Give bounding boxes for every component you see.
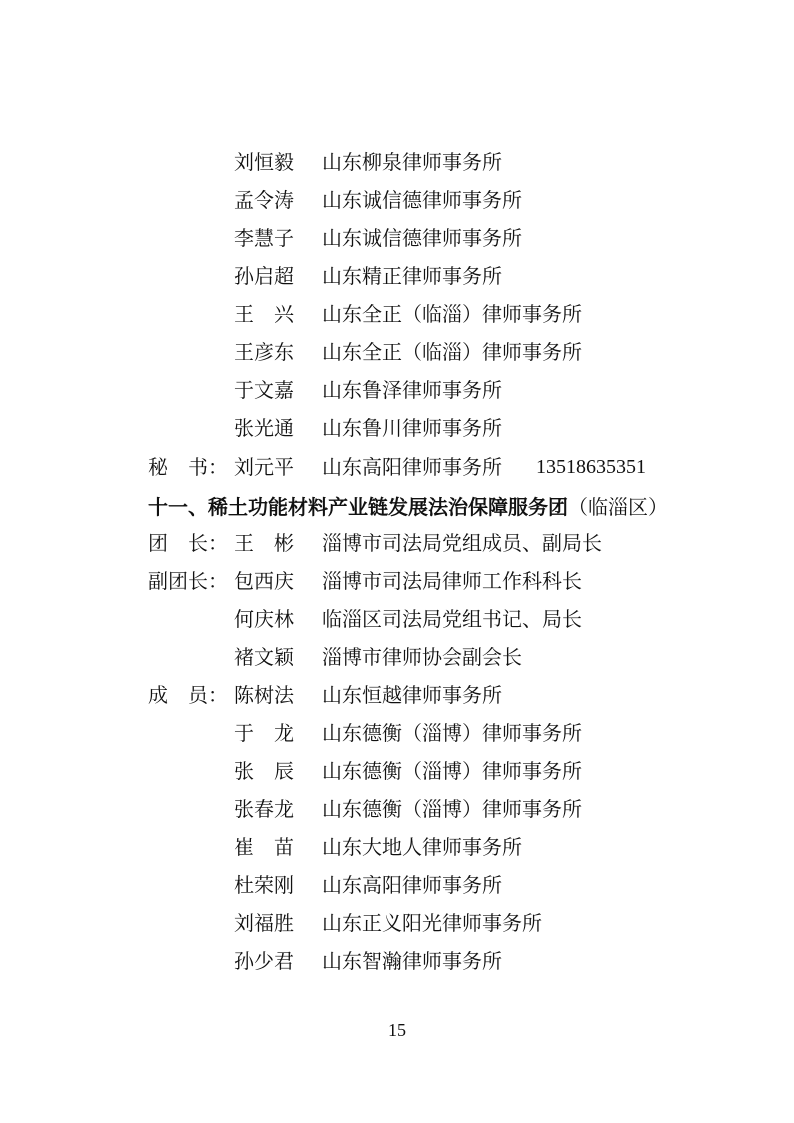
deputy-name: 褚文颖	[234, 645, 294, 669]
deputy-org: 淄博市律师协会副会长	[322, 645, 522, 669]
member-org: 山东德衡（淄博）律师事务所	[322, 797, 582, 821]
member-name: 崔 苗	[234, 835, 294, 859]
page-number: 15	[388, 1020, 406, 1040]
member-name: 孙少君	[234, 949, 294, 973]
member-name: 张春龙	[234, 797, 294, 821]
member-org: 山东全正（临淄）律师事务所	[322, 340, 582, 364]
member-name: 陈树法	[234, 683, 294, 707]
member-org: 山东鲁川律师事务所	[322, 416, 502, 440]
member-org: 山东智瀚律师事务所	[322, 949, 502, 973]
section-heading	[148, 491, 668, 523]
member-org: 山东德衡（淄博）律师事务所	[322, 721, 582, 745]
member-name: 刘福胜	[234, 911, 294, 935]
member-name: 于文嘉	[234, 378, 294, 402]
member-name: 张光通	[234, 416, 294, 440]
member-name: 于 龙	[234, 721, 294, 745]
member-name: 王彦东	[234, 340, 294, 364]
deputy-name: 包西庆	[234, 569, 294, 593]
member-org: 山东诚信德律师事务所	[322, 188, 522, 212]
secretary-phone: 13518635351	[536, 456, 646, 478]
member-name: 李慧子	[234, 226, 294, 250]
deputy-org: 淄博市司法局律师工作科科长	[322, 569, 582, 593]
member-name: 王 兴	[234, 302, 294, 326]
leader-name: 王 彬	[234, 531, 294, 555]
member-org: 山东德衡（淄博）律师事务所	[322, 759, 582, 783]
leader-org: 淄博市司法局党组成员、副局长	[322, 531, 602, 555]
section-title-suffix: （临淄区）	[568, 495, 668, 519]
member-org: 山东大地人律师事务所	[322, 835, 522, 859]
member-org: 山东鲁泽律师事务所	[322, 378, 502, 402]
member-org: 山东恒越律师事务所	[322, 683, 502, 707]
member-org: 山东精正律师事务所	[322, 264, 502, 288]
member-org: 山东正义阳光律师事务所	[322, 911, 542, 935]
member-name: 孙启超	[234, 264, 294, 288]
member-name: 刘恒毅	[234, 150, 294, 174]
member-name: 孟令涛	[234, 188, 294, 212]
deputy-org: 临淄区司法局党组书记、局长	[322, 607, 582, 631]
deputy-role-label: 副团长：	[148, 569, 228, 593]
members-role-label: 成 员：	[148, 683, 228, 707]
deputy-name: 何庆林	[234, 607, 294, 631]
section-title: 十一、稀土功能材料产业链发展法治保障服务团	[148, 495, 568, 519]
member-org: 山东柳泉律师事务所	[322, 150, 502, 174]
leader-role-label: 团 长：	[148, 531, 228, 555]
member-name: 张 辰	[234, 759, 294, 783]
secretary-role-label: 秘 书：	[148, 455, 228, 479]
member-org: 山东高阳律师事务所	[322, 873, 502, 897]
member-org: 山东诚信德律师事务所	[322, 226, 522, 250]
secretary-org: 山东高阳律师事务所	[322, 455, 502, 479]
secretary-name: 刘元平	[234, 455, 294, 479]
member-name: 杜荣刚	[234, 873, 294, 897]
member-org: 山东全正（临淄）律师事务所	[322, 302, 582, 326]
